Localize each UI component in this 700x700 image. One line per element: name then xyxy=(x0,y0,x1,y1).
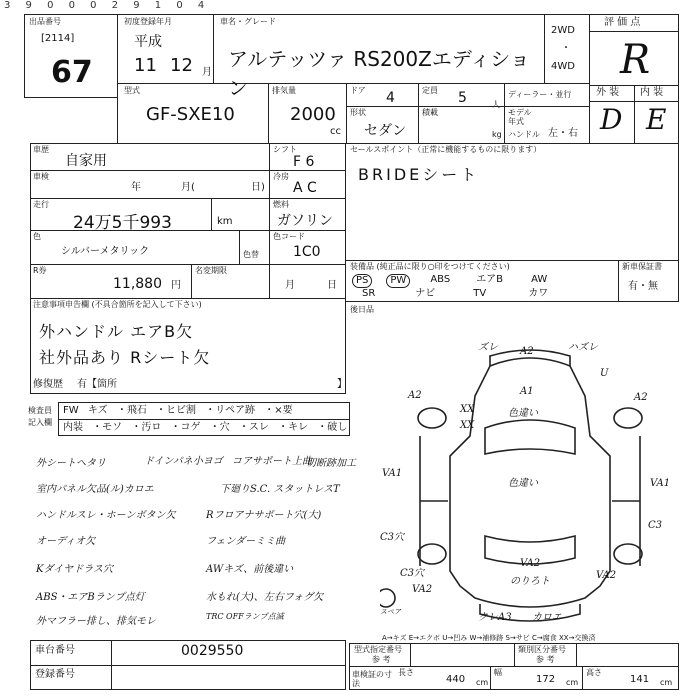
equip-aw: AW xyxy=(531,274,548,285)
first-reg-box xyxy=(117,14,214,84)
interior-value: E xyxy=(646,103,667,136)
inspection-year: 年 xyxy=(131,182,141,193)
diag-label: クレ xyxy=(478,612,498,623)
model-value: GF-SXE10 xyxy=(146,104,235,125)
diag-label: VA1 xyxy=(650,478,671,489)
capacity-value: 5 xyxy=(458,90,467,106)
top-code-strip: 3 9 0 0 0 2 9 1 0 4 xyxy=(4,0,211,11)
diag-label: A3 xyxy=(498,612,512,623)
repair-label: 修復歴 xyxy=(33,379,63,390)
footer-right xyxy=(349,643,679,690)
repair-close: 】 xyxy=(337,379,347,390)
spec-row xyxy=(117,83,590,144)
height-value: 141 xyxy=(630,674,650,685)
diag-label: A2 xyxy=(634,392,648,403)
insp-hole: ・穴 xyxy=(209,422,230,433)
name-change-day: 日 xyxy=(327,280,337,291)
diag-label: VA2 xyxy=(520,558,541,569)
first-reg-label: 初度登録年月 xyxy=(124,17,172,26)
lot-code: [2114] xyxy=(41,33,75,44)
diag-label: 色違い xyxy=(508,478,538,489)
inspector-label-1: 検査員 xyxy=(28,406,52,415)
diag-label: ハズレ xyxy=(568,342,598,353)
mileage-unit: km xyxy=(217,216,233,227)
diag-label: U xyxy=(600,368,609,379)
handle-value: 左・右 xyxy=(548,128,578,139)
class-ref: 参 考 xyxy=(536,655,555,664)
shift-value: F 6 xyxy=(293,154,315,170)
insp-stone: ・飛石 xyxy=(116,405,147,416)
door-label: ドア xyxy=(350,86,366,95)
exterior-label: 外 装 xyxy=(596,87,620,98)
hw-note: 切断跡加工 xyxy=(306,458,356,469)
shape-label: 形状 xyxy=(350,108,366,117)
hw-note: 水もれ(大)、左右フォグ欠 xyxy=(206,592,324,603)
color-change-label: 色替 xyxy=(243,250,259,259)
car-name: アルテッツァ RS200Zエディション xyxy=(228,47,530,100)
equip-pw: PW xyxy=(386,274,410,288)
equipment-box xyxy=(345,260,679,302)
equip-airbag: エアB xyxy=(476,274,504,285)
hw-note: 室内パネル欠品(ル)カロエ xyxy=(36,484,154,495)
insp-repair: ・リペア跡 xyxy=(205,405,256,416)
insp-burn: ・コゲ xyxy=(170,422,201,433)
rating-label: 評 価 点 xyxy=(604,17,641,28)
diag-label: VA2 xyxy=(596,570,617,581)
insp-torn: ・破し xyxy=(317,422,348,433)
repair-value: 有【箇所 xyxy=(77,379,117,390)
dim-label: 車検証の寸法 xyxy=(352,670,392,688)
notes-line-2: 社外品あり Rシート欠 xyxy=(39,348,211,367)
diag-label: C3穴 xyxy=(400,568,425,579)
drive-box xyxy=(544,14,590,84)
model-label: 型式 xyxy=(124,86,140,95)
dealer-label: ディーラー・並行 xyxy=(508,90,572,99)
tax-value: 11,880 xyxy=(113,276,162,292)
equip-ps: PS xyxy=(352,274,372,288)
color-label: 色 xyxy=(33,232,41,241)
reg-label: 登録番号 xyxy=(35,669,75,680)
car-name-label: 車名・グレード xyxy=(220,17,276,26)
class-label: 類別区分番号 xyxy=(518,645,566,654)
diag-label: XX xyxy=(460,404,475,415)
diag-label: 色違い xyxy=(508,408,538,419)
hw-note: ハンドルスレ・ホーンボタン欠 xyxy=(36,510,176,521)
stock-number: 0029550 xyxy=(181,643,244,659)
diag-label: A2 xyxy=(520,346,534,357)
equip-abs: ABS xyxy=(430,274,451,285)
equipment-row-1 xyxy=(352,274,547,288)
door-value: 4 xyxy=(386,90,395,106)
diag-label: VA1 xyxy=(382,468,403,479)
ac-label: 冷房 xyxy=(273,172,289,181)
diag-label: スペア xyxy=(380,608,401,616)
hw-note: AWキズ、前後違い xyxy=(206,564,294,575)
drive-dot: ・ xyxy=(561,43,571,54)
width-unit: cm xyxy=(566,678,579,687)
len-label: 長さ xyxy=(398,668,414,677)
handle-label: ハンドル xyxy=(508,130,540,139)
notes-box xyxy=(30,298,346,394)
hw-note: ABS・エアBランプ点灯 xyxy=(36,592,145,603)
tax-unit: 円 xyxy=(171,280,181,291)
shape-value: セダン xyxy=(364,123,407,139)
insp-interior: 内装 xyxy=(63,422,83,433)
mileage-label: 走行 xyxy=(33,200,49,209)
length-value: 440 xyxy=(446,674,466,685)
aftermarket-label: 後日品 xyxy=(350,305,374,314)
hw-note: Rフロアナサポート穴(大) xyxy=(206,510,322,521)
diag-label: A2 xyxy=(408,390,422,401)
lot-box xyxy=(24,14,118,98)
diag-label: C3穴 xyxy=(380,532,405,543)
inspection-month: 月( xyxy=(181,182,195,193)
diag-label: ズレ xyxy=(478,342,498,353)
length-unit: cm xyxy=(476,678,489,687)
notes-title: 注意事項申告欄 xyxy=(33,300,89,309)
lot-number: 67 xyxy=(51,55,93,90)
color-code-value: 1C0 xyxy=(293,244,321,260)
exterior-value: D xyxy=(600,103,623,136)
displacement-unit: cc xyxy=(330,126,341,137)
equipment-row-2 xyxy=(362,288,548,300)
height-unit: cm xyxy=(660,678,673,687)
insp-scratch: キズ xyxy=(87,405,108,416)
sales-point-value: BRIDEシート xyxy=(358,165,480,184)
diag-label: A1 xyxy=(520,386,534,397)
usage-value: 自家用 xyxy=(65,153,107,169)
insp-needs: ・×要 xyxy=(264,405,293,416)
diag-label: VA2 xyxy=(412,584,433,595)
insp-cut: ・キレ xyxy=(278,422,309,433)
reg-year: 11 xyxy=(134,55,157,76)
new-car-warranty-value: 有・無 xyxy=(628,281,658,292)
insp-dirt: ・汚ロ xyxy=(131,422,162,433)
hw-note: TRC OFFランプ点滅 xyxy=(206,612,284,621)
hw-note: 外シートヘタリ xyxy=(36,458,106,469)
interior-label: 内 装 xyxy=(640,87,664,98)
fuel-label: 燃料 xyxy=(273,200,289,209)
hw-note: コアサポート上曲 xyxy=(232,456,312,467)
notes-label xyxy=(33,300,202,309)
hw-note: Kダイヤドラス穴 xyxy=(36,564,113,575)
wid-label: 幅 xyxy=(494,668,502,677)
hw-note: オーディオ欠 xyxy=(36,536,96,547)
usage-label: 車歴 xyxy=(33,145,49,154)
rating-box xyxy=(589,14,679,144)
stock-label: 車台番号 xyxy=(35,645,75,656)
displacement-value: 2000 xyxy=(290,104,336,125)
shift-label: シフト xyxy=(273,145,297,154)
hw-note: フェンダーミミ曲 xyxy=(206,536,286,547)
hw-note: 下廻りS.C. スタットレスT xyxy=(220,484,340,495)
month-unit: 月 xyxy=(202,67,212,78)
insp-fw: FW xyxy=(63,405,79,416)
hgt-label: 高さ xyxy=(586,668,602,677)
inspector-label-2: 記入欄 xyxy=(28,418,52,427)
cert-ref: 参 考 xyxy=(372,655,391,664)
notes-subtitle: (不具合箇所を記入して下さい) xyxy=(91,300,202,309)
fuel-value: ガソリン xyxy=(277,213,333,229)
color-value: シルバーメタリック xyxy=(61,246,150,257)
mileage-value: 24万5千993 xyxy=(73,213,172,233)
equip-tv: TV xyxy=(473,288,487,299)
inspection-day: 日) xyxy=(251,182,265,193)
reg-month: 12 xyxy=(170,55,193,76)
diag-label: XX xyxy=(460,420,475,431)
insp-crack: ・ヒビ割 xyxy=(156,405,197,416)
capacity-label: 定員 xyxy=(422,86,438,95)
equipment-label: 装備品 (純正品に限り○印をつけてください) xyxy=(350,262,510,271)
inspector-box xyxy=(58,402,350,436)
name-change-label: 名変期限 xyxy=(195,266,227,275)
width-value: 172 xyxy=(536,674,556,685)
diag-label: カロエ xyxy=(532,612,562,623)
capacity-unit: 人 xyxy=(492,100,500,109)
insp-mold: ・モソ xyxy=(92,422,123,433)
sales-point-box xyxy=(345,143,679,261)
drive-4wd: 4WD xyxy=(551,61,575,72)
insp-wear: ・スレ xyxy=(238,422,269,433)
drive-2wd: 2WD xyxy=(551,25,575,36)
equip-sr: SR xyxy=(362,288,376,299)
car-damage-diagram xyxy=(380,336,680,636)
equip-leather: カワ xyxy=(528,288,549,299)
cert-label: 型式指定番号 xyxy=(354,645,402,654)
name-change-month: 月 xyxy=(285,280,295,291)
load-unit: kg xyxy=(492,130,502,139)
diag-label: のりろト xyxy=(510,576,550,587)
notes-line-1: 外ハンドル エアB欠 xyxy=(39,322,194,341)
inspector-row-2 xyxy=(63,422,353,434)
diagram-legend: A→キズ E→エクボ U→凹み W→補修跡 S→サビ C→腐食 XX→交換済 xyxy=(382,634,596,642)
lot-label: 出品番号 xyxy=(29,17,61,26)
inspector-row-1 xyxy=(63,405,299,417)
hw-note: ドインパネ小ヨゴ xyxy=(144,456,223,467)
ac-value: A C xyxy=(293,180,317,196)
footer-left xyxy=(30,640,346,690)
load-label: 積載 xyxy=(422,108,438,117)
displacement-label: 排気量 xyxy=(272,86,296,95)
new-car-warranty-label: 新車保証書 xyxy=(622,262,662,271)
sales-point-label: セールスポイント（正常に機能するものに限ります） xyxy=(350,145,542,154)
tax-label: R券 xyxy=(33,266,47,275)
rating-value: R xyxy=(620,37,651,83)
vehicle-info xyxy=(30,143,346,299)
diag-label: C3 xyxy=(648,520,663,531)
color-code-label: 色コード xyxy=(273,232,305,241)
era: 平成 xyxy=(134,34,162,50)
model-year-label: モデル 年式 xyxy=(508,108,532,126)
equip-navi: ナビ xyxy=(415,288,436,299)
inspection-label: 車検 xyxy=(33,172,49,181)
hw-note: 外マフラー排し、排気モレ xyxy=(36,616,156,627)
